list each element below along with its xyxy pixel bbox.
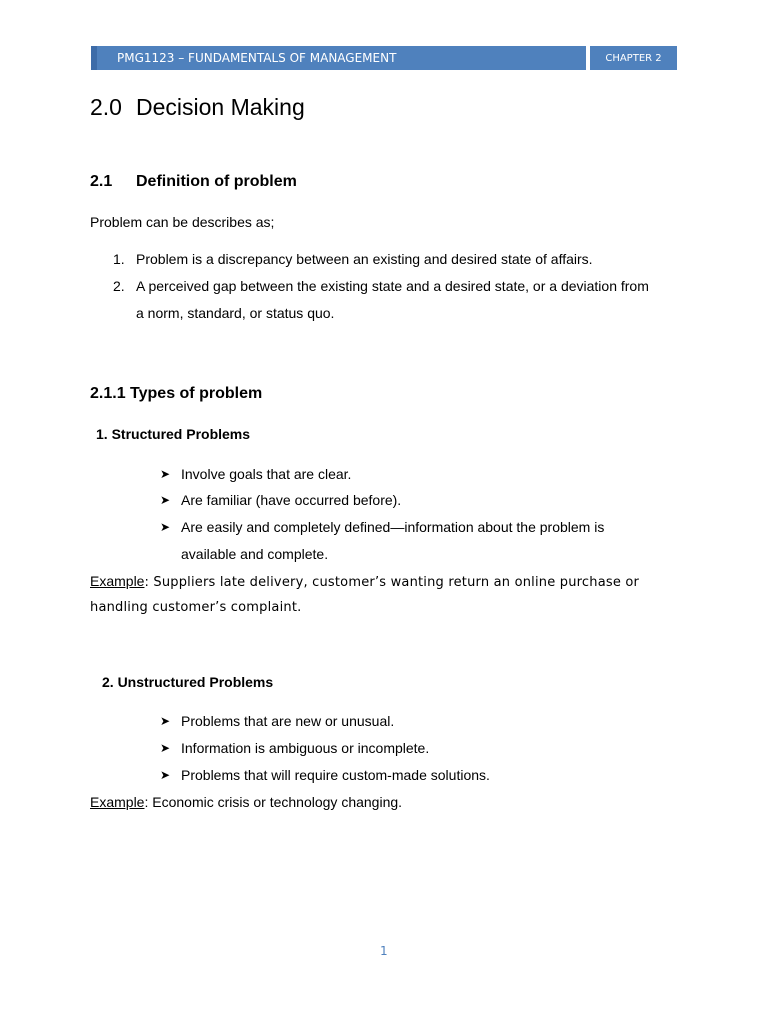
structured-heading: 1. Structured Problems (96, 426, 251, 442)
section-number: 2.1 (90, 173, 113, 190)
item-text: Problem is a discrepancy between an existing and desired state of affairs. (136, 251, 593, 267)
arrow-bullet-icon: ➤ (160, 714, 171, 728)
bullet-text: Are familiar (have occurred before). (181, 492, 402, 508)
structured-bullet-3-cont: available and complete. (181, 546, 329, 562)
example-text: : Economic crisis or technology changing. (144, 794, 403, 810)
bullet-text: Are easily and completely defined—information about the problem is (181, 519, 605, 535)
example-label: Example (90, 794, 145, 810)
item-text: A perceived gap between the existing state and a desired state, or a deviation from (136, 278, 649, 294)
page-title (90, 94, 305, 121)
title-number: 2.0 (90, 94, 122, 120)
unstructured-heading: 2. Unstructured Problems (102, 674, 274, 690)
section-text: Definition of problem (136, 173, 297, 190)
item-number: 1. (113, 251, 125, 267)
example-label: Example (90, 573, 145, 589)
example-text: : Suppliers late delivery, customer’s wanting return an online purchase or (144, 575, 640, 590)
arrow-bullet-icon: ➤ (160, 493, 171, 507)
bullet-text: Problems that are new or unusual. (181, 713, 395, 729)
arrow-bullet-icon: ➤ (160, 741, 171, 755)
structured-example (90, 573, 639, 591)
chapter-label: CHAPTER 2 (590, 46, 677, 70)
section-heading-2-1-1: 2.1.1 Types of problem (90, 385, 263, 402)
page-header (91, 46, 677, 70)
bullet-text: Information is ambiguous or incomplete. (181, 740, 430, 756)
structured-example-cont: handling customer’s complaint. (90, 600, 302, 615)
arrow-bullet-icon: ➤ (160, 520, 171, 534)
arrow-bullet-icon: ➤ (160, 467, 171, 481)
page-number: 1 (380, 944, 388, 958)
bullet-text: Problems that will require custom-made solutions. (181, 767, 490, 783)
definition-item-2-cont: a norm, standard, or status quo. (136, 305, 335, 321)
unstructured-example (90, 794, 402, 810)
item-number: 2. (113, 278, 125, 294)
section-heading-2-1 (90, 173, 297, 191)
intro-text: Problem can be describes as; (90, 214, 275, 230)
arrow-bullet-icon: ➤ (160, 768, 171, 782)
title-text: Decision Making (136, 94, 305, 120)
bullet-text: Involve goals that are clear. (181, 466, 352, 482)
course-title: PMG1123 – FUNDAMENTALS OF MANAGEMENT (91, 46, 586, 70)
